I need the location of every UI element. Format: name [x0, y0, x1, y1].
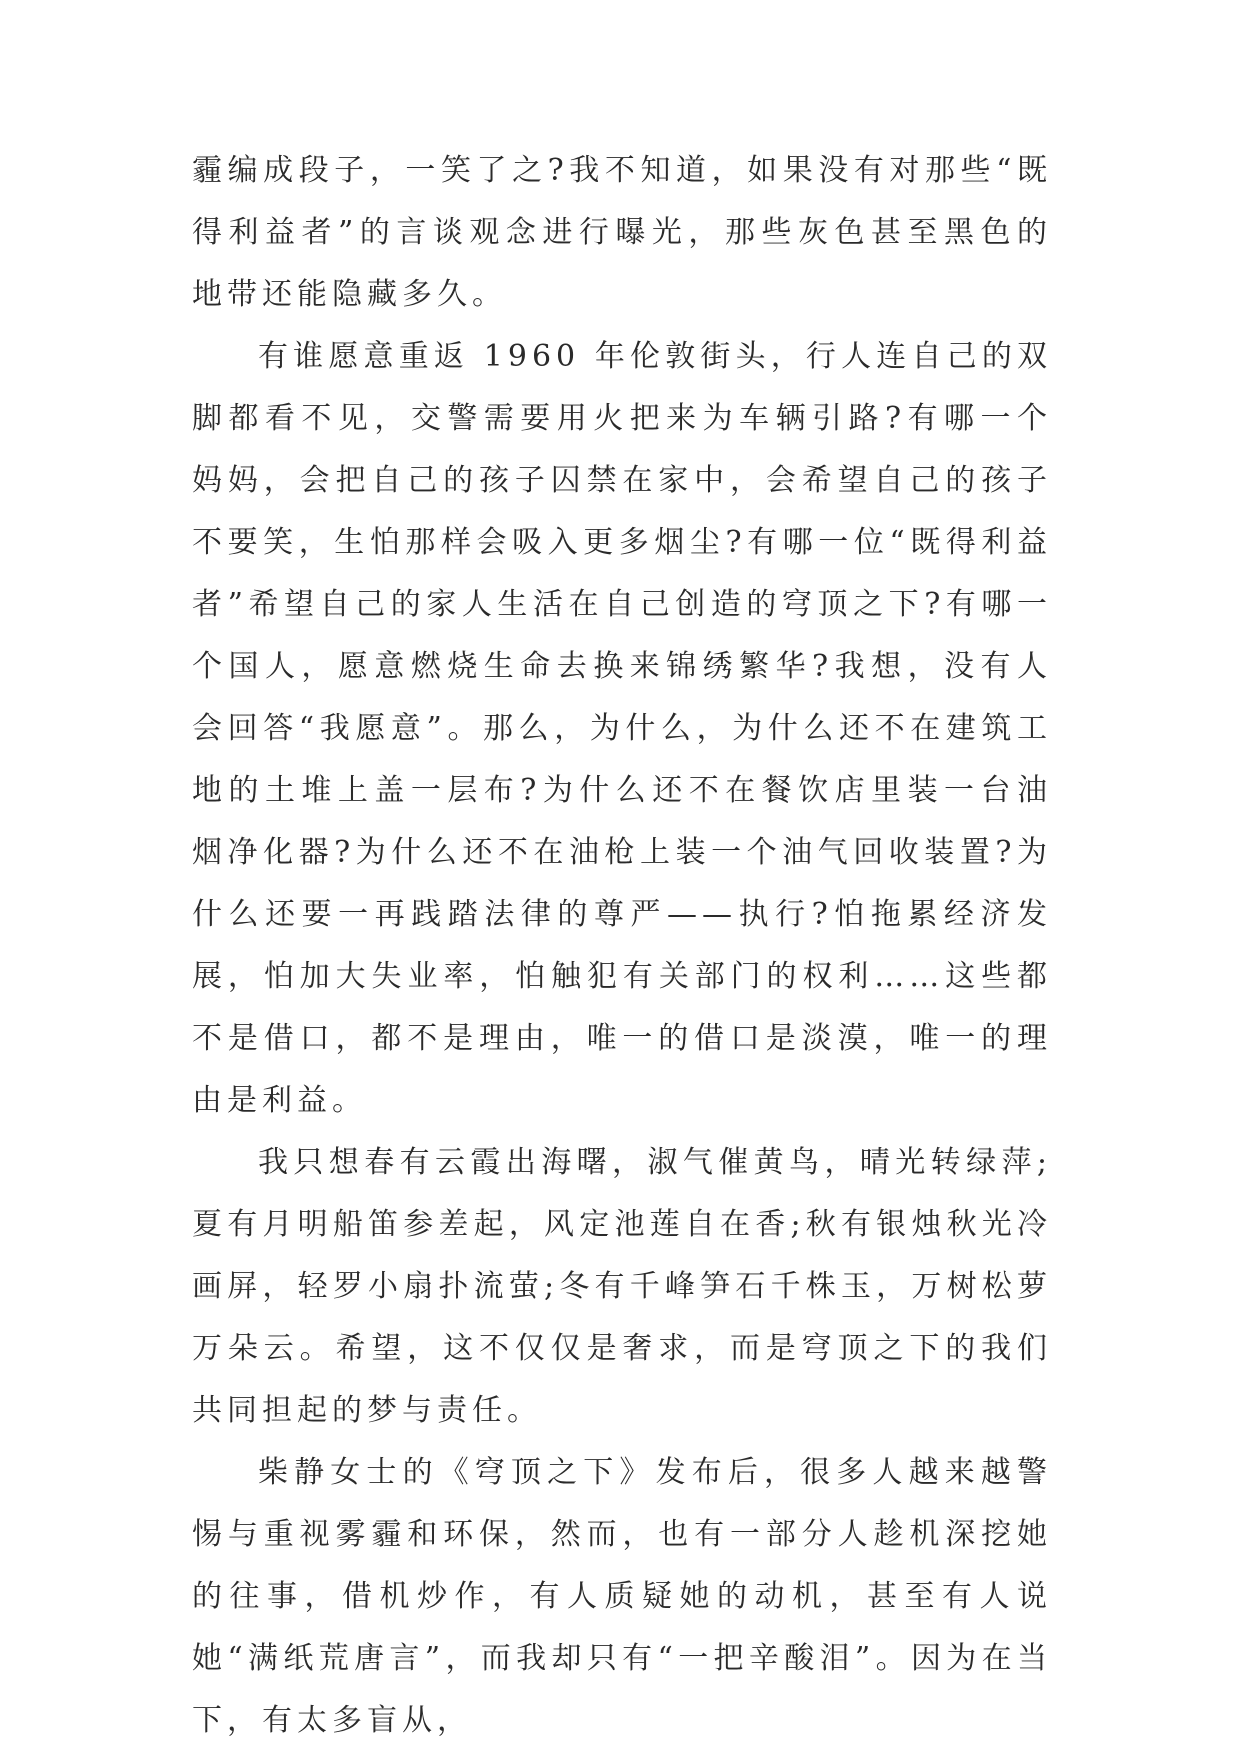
paragraph-3: 我只想春有云霞出海曙，淑气催黄鸟，晴光转绿萍;夏有月明船笛参差起，风定池莲自在香;秋有银烛秋光冷画屏，轻罗小扇扑流萤;冬有千峰笋石千株玉，万树松萝万朵云。希望，这不仅仅是奢求，而是穹顶之下的我们共同担起的梦与责任。 [192, 1145, 1052, 1428]
paragraph-2: 有谁愿意重返 1960 年伦敦街头，行人连自己的双脚都看不见，交警需要用火把来为车辆引路?有哪一个妈妈，会把自己的孩子囚禁在家中，会希望自己的孩子不要笑，生怕那样会吸入更多烟尘?有哪一位“既得利益者”希望自己的家人生活在自己创造的穹顶之下?有哪一个国人，愿意燃烧生命去换来锦绣繁华?我想，没有人会回答“我愿意”。那么，为什么，为什么还不在建筑工地的土堆上盖一层布?为什么还不在餐饮店里装一台油烟净化器?为什么还不在油枪上装一个油气回收装置?为什么还要一再践踏法律的尊严——执行?怕拖累经济发展，怕加大失业率，怕触犯有关部门的权利……这些都不是借口，都不是理由，唯一的借口是淡漠，唯一的理由是利益。 [192, 339, 1052, 1118]
paragraph-4: 柴静女士的《穹顶之下》发布后，很多人越来越警惕与重视雾霾和环保，然而，也有一部分人趁机深挖她的往事，借机炒作，有人质疑她的动机，甚至有人说她“满纸荒唐言”，而我却只有“一把辛酸泪”。因为在当下，有太多盲从， [192, 1455, 1052, 1738]
paragraph-1: 霾编成段子，一笑了之?我不知道，如果没有对那些“既得利益者”的言谈观念进行曝光，那些灰色甚至黑色的地带还能隐藏多久。 [192, 153, 1052, 312]
document-page [192, 140, 1052, 1752]
